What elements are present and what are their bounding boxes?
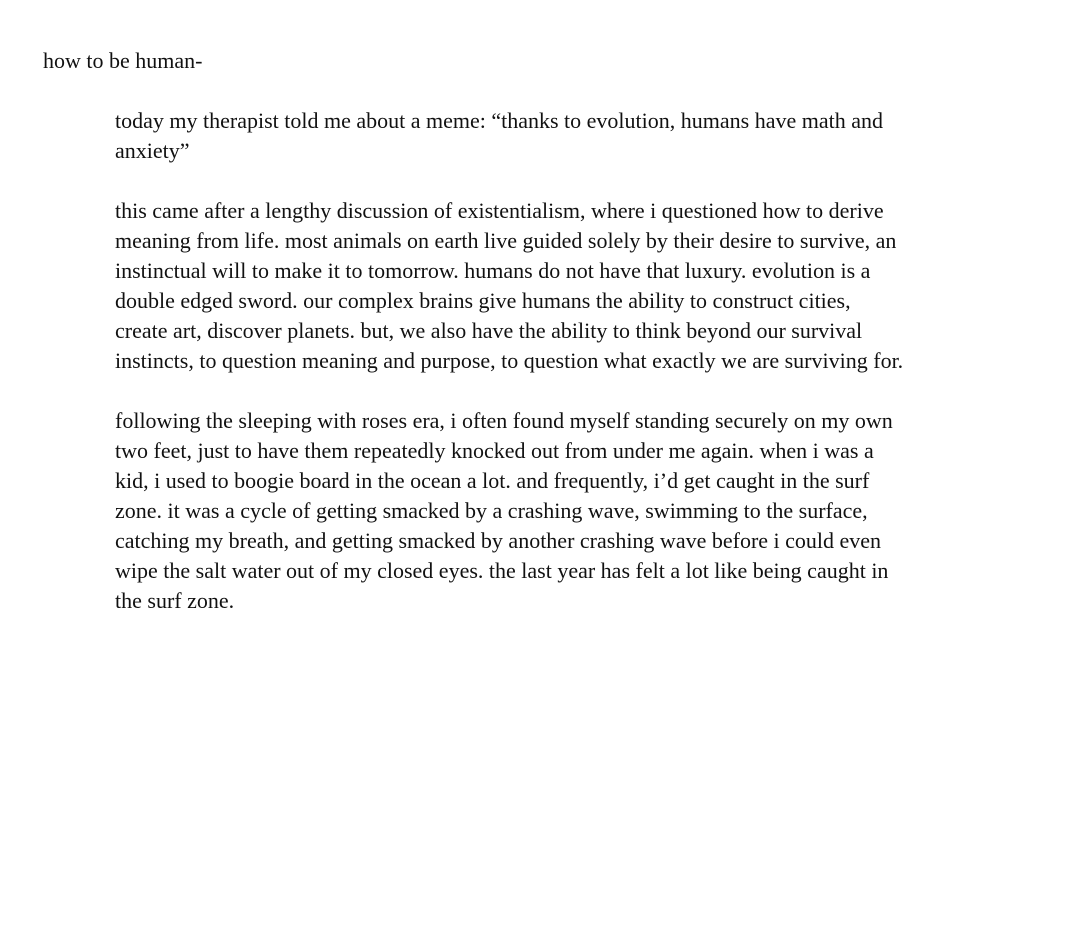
document-body	[115, 106, 995, 646]
text-line: two feet, just to have them repeatedly knocked out from under me again. when i was a	[115, 438, 874, 463]
text-line: today my therapist told me about a meme: “thanks to evolution, humans have math and	[115, 108, 883, 133]
document-title: how to be human-	[43, 48, 203, 73]
text-line: catching my breath, and getting smacked by another crashing wave before i could even	[115, 528, 882, 553]
text-line: double edged sword. our complex brains give humans the ability to construct cities,	[115, 288, 851, 313]
paragraph-existentialism	[115, 196, 995, 376]
text-line: the surf zone.	[115, 588, 235, 613]
text-line: meaning from life. most animals on earth live guided solely by their desire to survive, an	[115, 228, 897, 253]
text-line: instinctual will to make it to tomorrow. humans do not have that luxury. evolution is a	[115, 258, 871, 283]
text-line: this came after a lengthy discussion of existentialism, where i questioned how to derive	[115, 198, 884, 223]
text-line: wipe the salt water out of my closed eyes. the last year has felt a lot like being caught in	[115, 558, 889, 583]
text-line: create art, discover planets. but, we also have the ability to think beyond our survival	[115, 318, 863, 343]
paragraph-meme	[115, 106, 995, 166]
text-line: zone. it was a cycle of getting smacked by a crashing wave, swimming to the surface,	[115, 498, 868, 523]
text-line: following the sleeping with roses era, i often found myself standing securely on my own	[115, 408, 893, 433]
text-line: anxiety”	[115, 138, 190, 163]
text-line: kid, i used to boogie board in the ocean a lot. and frequently, i’d get caught in the surf	[115, 468, 870, 493]
text-line: instincts, to question meaning and purpose, to question what exactly we are surviving for.	[115, 348, 904, 373]
paragraph-surf-zone	[115, 406, 995, 616]
